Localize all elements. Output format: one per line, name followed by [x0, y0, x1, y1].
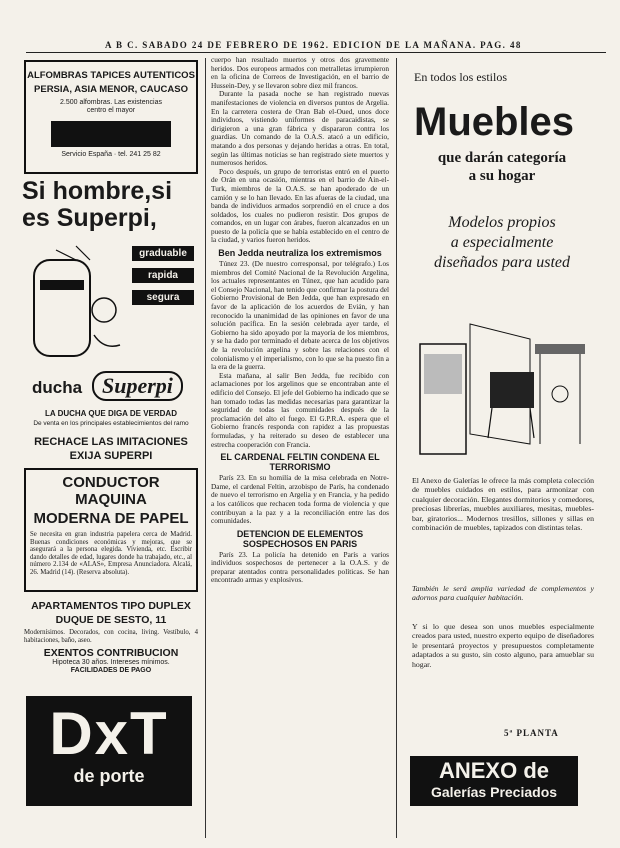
article-paragraph-5: Esta mañana, al salir Ben Jedda, fue recibido con aclamaciones por los argelinos que se encontraban ante el edificio del Consejo. El jefe del Gobierno ha indicado que se han tomado todas las medidas necesarias para garantizar la seguridad de todas las comunidades después de la proclamación del alto el fuego. El G.P.R.A. espera que el Gobierno francés responda con rapidez a las propuestas formuladas, y ha reiterado su deseo de establecer una estrecha cooperación con Francia.: [211, 370, 389, 449]
superpi-tag-graduable: graduable: [132, 246, 194, 261]
dxt-big: DxT: [49, 700, 169, 767]
alfombras-logo-block: [51, 121, 171, 147]
water-heater-illustration: [26, 240, 126, 360]
left-column: [22, 56, 200, 840]
muebles-italic-3: diseñados para usted: [434, 254, 570, 271]
superpi-slogan-2: De venta en los principales establecimientos del ramo: [33, 420, 189, 427]
superpi-slogan-1: LA DUCHA QUE DIGA DE VERDAD: [44, 409, 177, 418]
dxt-ad: [26, 696, 192, 806]
muebles-subtitle-1: que darán categoría: [437, 150, 567, 166]
dxt-small: de porte: [73, 766, 145, 786]
header-rule: [26, 52, 606, 53]
alfombras-service: Servicio España · tel. 241 25 82: [61, 151, 161, 158]
muebles-planta: 5ª PLANTA: [504, 728, 559, 738]
heading-detencion: DETENCION DE ELEMENTOS SOSPECHOSOS EN PARIS: [236, 528, 364, 549]
alfombras-line-1: 2.500 alfombras. Las existencias: [60, 99, 162, 106]
anexo-galerias-logo: [410, 756, 578, 806]
muebles-italic-2: a especialmente: [450, 234, 554, 251]
center-column: [211, 56, 389, 838]
muebles-big-title: Muebles: [414, 100, 575, 144]
conductor-ad: [24, 468, 198, 592]
superpi-reject-1: RECHACE LAS IMITACIONES: [34, 436, 188, 448]
article-paragraph-4: Túnez 23. (De nuestro corresponsal, por telégrafo.) Los miembros del Comité Nacional de la Revolución Argelina, los actuales representantes en Túnez, que han acudido para el Consejo Nacional, han tenido que confirmar la postura del Gobierno Provisional de Ben Jedda, que han expresado en favor de la aplicación de los acuerdos de Evián, y han reconocido la unanimidad de las opiniones en favor de una solución pacífica. En la sesión celebrada ayer tarde, el Gobierno ha sido apoyado por la mayoría de los miembros, y se ha dado por terminado el debate acerca de los objetivos de la revolución argelina y sobre las relaciones con el colonialismo y el imperialismo, con lo que se ha puesto fin a la era de la guerra.: [211, 259, 389, 372]
anexo-line-1: ANEXO de: [438, 758, 550, 783]
superpi-tag-rapida: rapida: [132, 268, 194, 283]
left-divider: [205, 58, 206, 838]
anexo-line-2: Galerías Preciados: [430, 784, 558, 800]
muebles-italic-1: Modelos propios: [448, 214, 556, 231]
right-column: [404, 56, 600, 840]
heading-cardenal-feltin: EL CARDENAL FELTIN CONDENA EL TERRORISMO: [220, 452, 380, 473]
superpi-brand: Superpi: [92, 371, 183, 401]
article-paragraph-7: París 23. La policía ha detenido en París a varios individuos sospechosos de pertenecer a la O.A.S. y de preparar atentados contra personalidades políticas. Se han encontrado armas y explosivos.: [211, 549, 389, 585]
furniture-illustration: [410, 284, 596, 464]
conductor-title-2: MODERNA DE PAPEL: [33, 510, 189, 527]
superpi-reject-2: EXIJA SUPERPI: [69, 450, 153, 462]
apartamentos-line-3: Hipoteca 30 años. Intereses mínimos.: [52, 659, 170, 667]
superpi-headline-1: Si hombre,si: [22, 177, 173, 205]
alfombras-title-2: PERSIA, ASIA MENOR, CAUCASO: [34, 84, 188, 95]
muebles-small-title: En todos los estilos: [414, 70, 508, 84]
superpi-tag-segura: segura: [132, 290, 194, 305]
page-header: A B C. SABADO 24 DE FEBRERO DE 1962. EDICION DE LA MAÑANA. PAG. 48: [105, 40, 522, 50]
apartamentos-line-4: FACILIDADES DE PAGO: [70, 667, 152, 675]
apartamentos-title-2: DUQUE DE SESTO, 11: [55, 614, 167, 626]
apartamentos-title-1: APARTAMENTOS TIPO DUPLEX: [31, 600, 191, 612]
article-paragraph-6: París 23. En su homilía de la misa celebrada en Notre-Dame, el cardenal Feltin, arzobispo de París, ha condenado de nuevo el terrorismo en Argelia y en Francia, y ha pedido a los católicos que rechacen toda forma de violencia y que contribuyan a la paz y a la reconciliación entre las dos comunidades.: [211, 473, 389, 526]
article-paragraph-3: Poco después, un grupo de terroristas entró en el puerto de Orán en una ocasión, mientras en el barrio de Ain-el-Turk, miembros de la O.A.S. se han apoderado de un camión y se lo han llevado. En las afueras de la ciudad, una banda de individuos armados sorprendió en el cruce a dos soldados, los cuales no pudieron resistir. Dos grupos de comandos, en un lugar con árabes, fueron alcanzados en un puesto de la policía que se había establecido en el centro de la ciudad, y varios fueron heridos.: [211, 166, 389, 245]
article-paragraph-1: cuerpo han resultado muertos y otros dos gravemente heridos. Dos europeos armados con metralletas irrumpieron en la oficina de Correos de Investigación, en el barrio de Hussein-Dey, y se llevaron sobre diez mil francos.: [211, 56, 389, 90]
conductor-title-1: CONDUCTOR MAQUINA: [62, 474, 160, 508]
muebles-body-3: Y si lo que desea son unos muebles especialmente creados para usted, nuestro experto equipo de diseñadores le presentará proyectos y presupuestos completamente adaptados a su gusto, sin costo alguno, para amueblar su hogar.: [412, 622, 594, 669]
alfombras-title-1: ALFOMBRAS TAPICES AUTENTICOS: [27, 70, 195, 81]
right-divider: [396, 58, 397, 838]
superpi-ad: [22, 178, 200, 428]
article-paragraph-2: Durante la pasada noche se han registrado nuevas manifestaciones de violencia en diversos puntos de Argelia. En la carretera costera de Oran Bab el-Oued, unos doce individuos, vistiendo uniformes de paracaidistas, se dirigieron a una gran fábrica y dispararon contra los guardias. Un comando de la O.A.S. atacó a un edificio, matando a dos personas y dejando heridas a otras. En total, según las últimas noticias se han registrado siete muertos y numerosos heridos.: [211, 89, 389, 168]
heading-ben-jedda: Ben Jedda neutraliza los extremismos: [218, 248, 382, 259]
muebles-body-2: También le será amplia variedad de complementos y adornos para cualquier habitación.: [412, 584, 594, 603]
apartamentos-line-1: Modernísimos. Decorados, con cocina, living. Vestíbulo, 4 habitaciones, baño, aseo.: [24, 629, 198, 644]
alfombras-ad: [24, 60, 198, 174]
conductor-body: Se necesita en gran industria papelera cerca de Madrid. Buenas condiciones económicas y mejoras, que se asegurará a la persona elegida. Vivienda, etc. Escribir dando detalles de edad, lugares donde ha trabajado, etc., al número 2.134 de «ALAS», Empresa Anunciadora. Alcalá, 26. Madrid (14). (Reserva absoluta).: [30, 531, 192, 576]
alfombras-line-2: centro el mayor: [86, 107, 136, 114]
superpi-headline-2: es Superpi,: [22, 204, 157, 232]
apartamentos-ad: [22, 600, 200, 710]
superpi-ducha: ducha: [32, 378, 83, 397]
muebles-subtitle-2: a su hogar: [468, 168, 536, 184]
muebles-body-1: El Anexo de Galerías le ofrece la más completa colección de muebles cuidados en estilos, para armonizar con cualquier decoración. Elegantes dormitorios y comedores, preciosas librerías, muebles auxiliares, mesitas, muebles-bar, giratorios... Modernos tresillos, sillones y sillas en combinación de muebles, tapizados con distintas telas.: [412, 476, 594, 533]
apartamentos-line-2: EXENTOS CONTRIBUCION: [43, 647, 179, 660]
